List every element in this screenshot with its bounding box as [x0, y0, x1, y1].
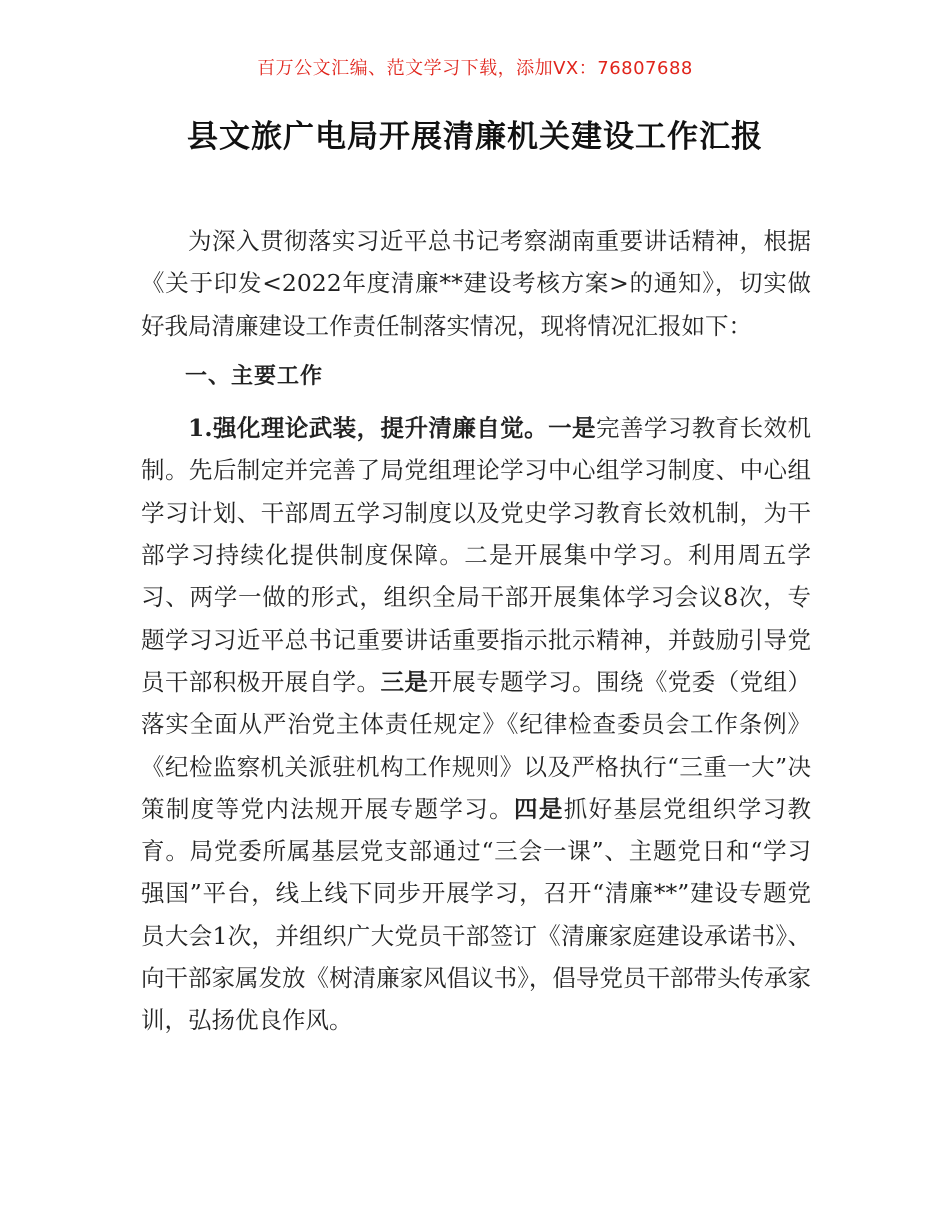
section-heading: 一、主要工作	[185, 363, 324, 389]
point-3-text: 开展专题学习。围绕《党委（党组）落实全面从严治党主体责任规定》《纪律检查委员会工作条例》《纪检监察机关派驻机构工作规则》以及严格执行“三重一大”决策制度等党内法规开展专题学习。	[141, 667, 812, 823]
intro-paragraph: 为深入贯彻落实习近平总书记考察湖南重要讲话精神，根据《关于印发<2022年度清廉**建设考核方案>的通知》，切实做好我局清廉建设工作责任制落实情况，现将情况汇报如下：	[141, 227, 811, 340]
item-1-paragraph	[141, 407, 811, 1041]
item-1-lead: 1.强化理论武装，提升清廉自觉。	[188, 414, 549, 443]
page-title: 县文旅广电局开展清廉机关建设工作汇报	[187, 119, 763, 155]
point-4-marker: 四是	[513, 794, 564, 823]
point-1-text: 完善学习教育长效机制。先后制定并完善了局党组理论学习中心组学习制度、中心组学习计划、干部周五学习制度以及党史学习教育长效机制，为干部学习持续化提供制度保障。二是开展集中学习。利用周五学习、两学一做的形式，组织全局干部开展集体学习会议8次，专题学习习近平总书记重要讲话重要指示批示精神，并鼓励引导党员干部积极开展自学。	[141, 414, 812, 696]
point-1-marker: 一是	[548, 414, 596, 443]
watermark-banner: 百万公文汇编、范文学习下载，添加VX：76807688	[257, 58, 693, 79]
point-4-text: 抓好基层党组织学习教育。局党委所属基层党支部通过“三会一课”、主题党日和“学习强国”平台，线上线下同步开展学习，召开“清廉**”建设专题党员大会1次，并组织广大党员干部签订《清廉家庭建设承诺书》、向干部家属发放《树清廉家风倡议书》，倡导党员干部带头传承家训，弘扬优良作风。	[141, 794, 812, 1035]
document-body	[141, 220, 811, 1042]
point-3-marker: 三是	[380, 667, 429, 696]
